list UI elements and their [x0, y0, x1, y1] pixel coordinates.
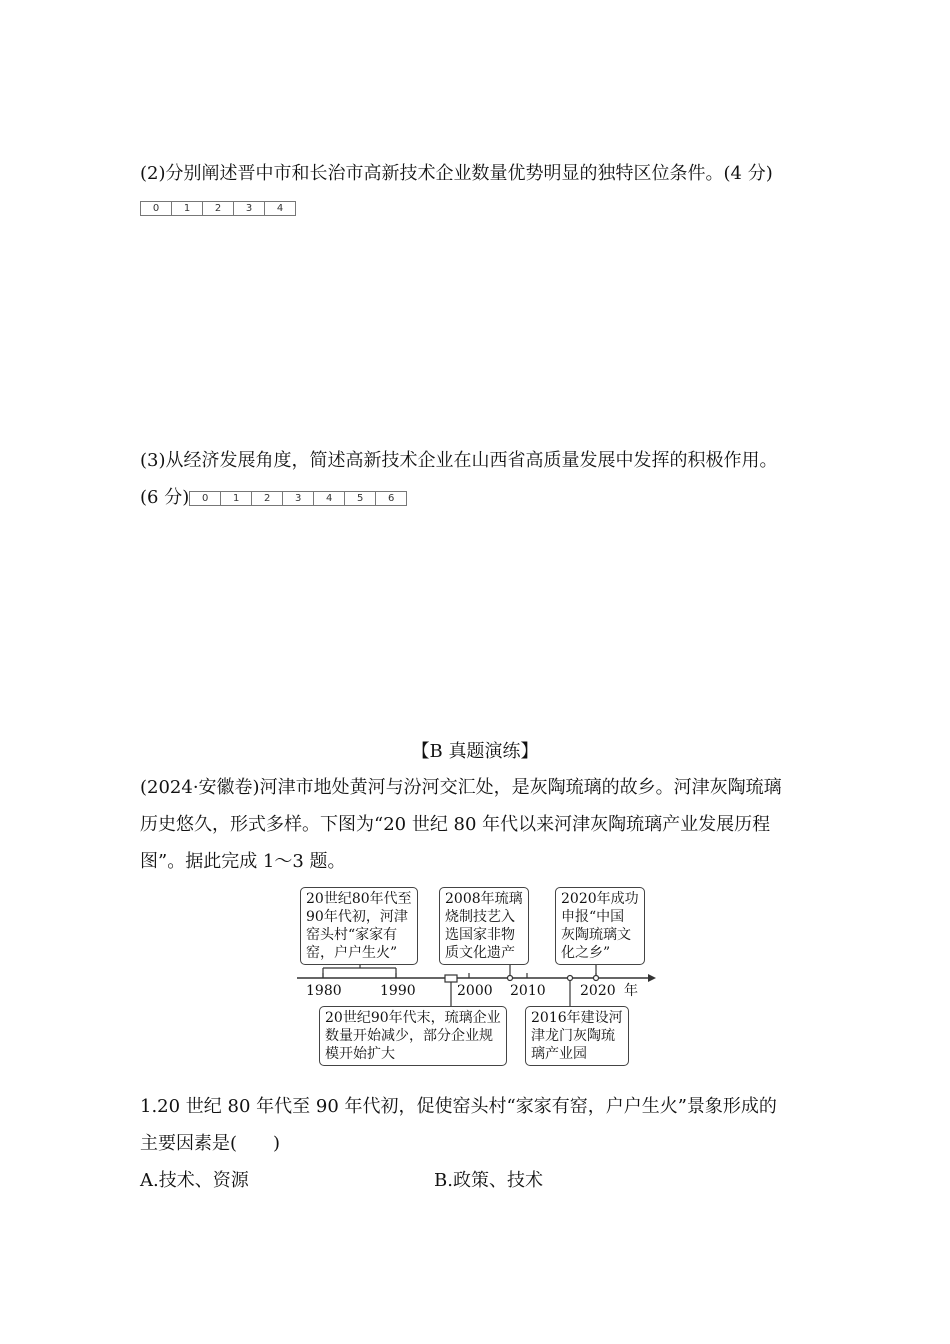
- score-box[interactable]: 5: [345, 492, 376, 505]
- score-box[interactable]: 3: [234, 202, 265, 215]
- q1-option-b[interactable]: B.政策、技术: [434, 1170, 543, 1191]
- score-box[interactable]: 2: [252, 492, 283, 505]
- event-box-2016: 2016年建设河 津龙门灰陶琉 璃产业园: [525, 1006, 629, 1066]
- score-box[interactable]: 0: [141, 202, 172, 215]
- score-box[interactable]: 0: [190, 492, 221, 505]
- event-dot: [568, 976, 573, 981]
- q1-option-a[interactable]: A.技术、资源: [140, 1170, 249, 1191]
- score-box[interactable]: 1: [221, 492, 252, 505]
- event-dot: [594, 976, 599, 981]
- year-label: 2000: [457, 983, 493, 999]
- score-box[interactable]: 3: [283, 492, 314, 505]
- timeline-arrow: [648, 974, 656, 982]
- section-b-title: 【B 真题演练】: [411, 741, 539, 762]
- intro-line1: (2024·安徽卷)河津市地处黄河与汾河交汇处，是灰陶琉璃的故乡。河津灰陶琉璃: [140, 777, 782, 798]
- year-label: 1990: [380, 983, 416, 999]
- year-label: 2010: [510, 983, 546, 999]
- score-box[interactable]: 4: [314, 492, 345, 505]
- q2-text: (2)分别阐述晋中市和长治市高新技术企业数量优势明显的独特区位条件。(4 分): [140, 163, 773, 184]
- event-dot: [508, 976, 513, 981]
- intro-line3: 图”。据此完成 1～3 题。: [140, 851, 346, 872]
- year-unit: 年: [624, 983, 638, 999]
- q1-text-line1: 1.20 世纪 80 年代至 90 年代初，促使窑头村“家家有窑，户户生火”景象形成的: [140, 1096, 777, 1117]
- score-box[interactable]: 6: [388, 492, 395, 504]
- score-box[interactable]: 1: [172, 202, 203, 215]
- score-box[interactable]: 2: [203, 202, 234, 215]
- q3-points: (6 分): [140, 487, 190, 508]
- q3-text-line1: (3)从经济发展角度，简述高新技术企业在山西省高质量发展中发挥的积极作用。: [140, 450, 778, 471]
- period-marker: [445, 975, 457, 982]
- year-label: 2020: [580, 983, 616, 999]
- intro-line2: 历史悠久，形式多样。下图为“20 世纪 80 年代以来河津灰陶琉璃产业发展历程: [140, 814, 771, 835]
- event-box-late-1990s: 20世纪90年代末，琉璃企业 数量开始减少，部分企业规 模开始扩大: [319, 1006, 507, 1066]
- event-box-1980s: 20世纪80年代至 90年代初，河津 窑头村“家家有 窑，户户生火”: [300, 887, 418, 965]
- score-box[interactable]: 4: [276, 202, 284, 214]
- event-box-2008: 2008年琉璃 烧制技艺入 选国家非物 质文化遗产: [439, 887, 529, 965]
- q1-text-line2: 主要因素是( ): [140, 1133, 281, 1154]
- year-label: 1980: [306, 983, 342, 999]
- event-box-2020: 2020年成功 申报“中国 灰陶琉璃文 化之乡”: [555, 887, 645, 965]
